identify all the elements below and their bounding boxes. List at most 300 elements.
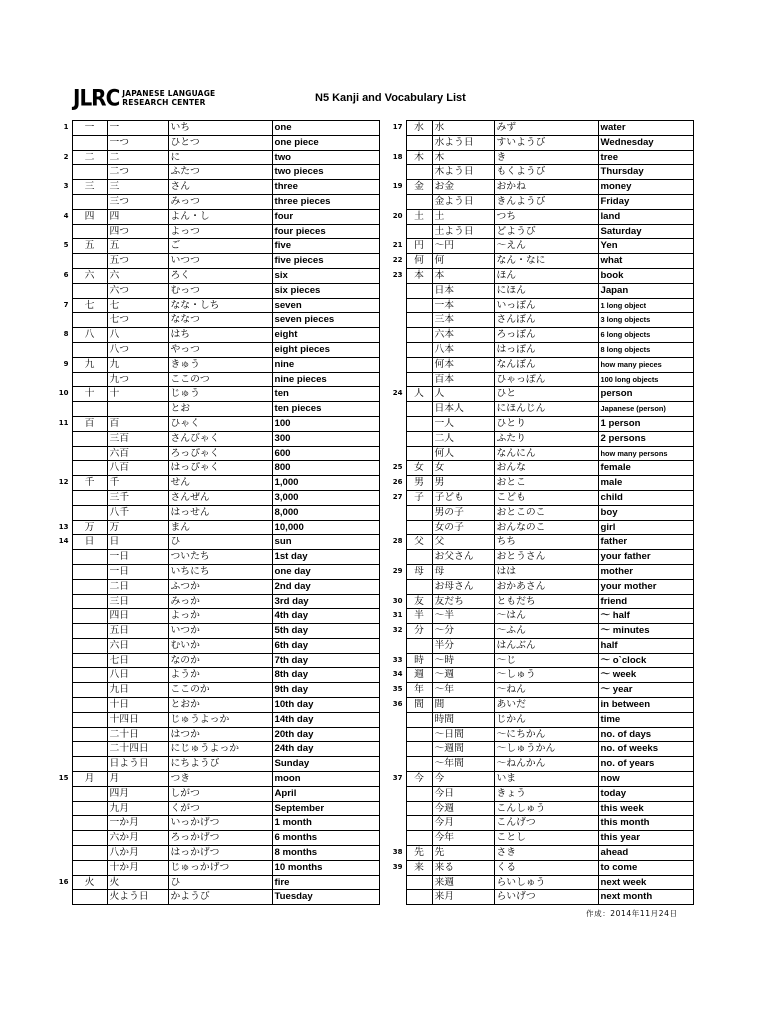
table-row [386, 624, 693, 639]
kanji-cell [72, 372, 107, 387]
meaning-cell: seven [272, 298, 379, 313]
kanji-cell: 九 [72, 357, 107, 372]
kanji-cell: 半 [406, 609, 432, 624]
meaning-cell: 20th day [272, 727, 379, 742]
meaning-cell: 4th day [272, 609, 379, 624]
meaning-cell: this month [598, 816, 693, 831]
entry-number-cell [52, 712, 72, 727]
reading-cell: はっかげつ [168, 846, 272, 861]
entry-number-cell [52, 698, 72, 713]
entry-number-cell: 9 [63, 359, 69, 368]
reading-cell: さんぼん [494, 313, 598, 328]
word-cell: 八千 [107, 505, 168, 520]
reading-cell: らいしゅう [494, 875, 598, 890]
word-cell: 十か月 [107, 860, 168, 875]
table-row [386, 520, 693, 535]
word-cell: 五 [107, 239, 168, 254]
table-row [386, 431, 693, 446]
table-row [386, 698, 693, 713]
entry-number-cell [386, 313, 406, 328]
kanji-cell [72, 461, 107, 476]
entry-number-cell [386, 757, 406, 772]
entry-number-cell [386, 742, 406, 757]
reading-cell: ほん [494, 268, 598, 283]
table-row [386, 860, 693, 875]
word-cell: 一 [107, 121, 168, 136]
meaning-cell: Thursday [598, 165, 693, 180]
table-row [386, 165, 693, 180]
reading-cell: かようび [168, 890, 272, 905]
word-cell: 十四日 [107, 712, 168, 727]
kanji-cell [72, 402, 107, 417]
word-cell: ～時 [432, 653, 494, 668]
document-title: N5 Kanji and Vocabulary List [315, 92, 466, 104]
kanji-cell [406, 372, 432, 387]
table-row [52, 875, 379, 890]
word-cell: 五日 [107, 624, 168, 639]
word-cell: 日よう日 [107, 757, 168, 772]
table-row [386, 224, 693, 239]
kanji-cell: 十 [72, 387, 107, 402]
entry-number-cell: 14 [58, 537, 69, 546]
created-date: 作成：2014年11月24日 [586, 909, 678, 918]
kanji-cell [72, 757, 107, 772]
meaning-cell: moon [272, 772, 379, 787]
table-row [52, 520, 379, 535]
reading-cell: ～えん [494, 239, 598, 254]
table-row [52, 609, 379, 624]
meaning-cell: 7th day [272, 653, 379, 668]
reading-cell: ひと [494, 387, 598, 402]
meaning-cell: 1,000 [272, 476, 379, 491]
reading-cell: はっせん [168, 505, 272, 520]
vocab-table-right [386, 120, 694, 905]
table-row [52, 490, 379, 505]
table-row [52, 313, 379, 328]
word-cell: 八本 [432, 342, 494, 357]
kanji-cell [406, 638, 432, 653]
table-row [386, 402, 693, 417]
meaning-cell: what [598, 254, 693, 269]
kanji-cell [406, 801, 432, 816]
meaning-cell: no. of years [598, 757, 693, 772]
reading-cell: ご [168, 239, 272, 254]
kanji-cell [72, 668, 107, 683]
kanji-cell: 三 [72, 180, 107, 195]
reading-cell: しがつ [168, 786, 272, 801]
word-cell: 千 [107, 476, 168, 491]
reading-cell: さんびゃく [168, 431, 272, 446]
word-cell: 二つ [107, 165, 168, 180]
meaning-cell: no. of days [598, 727, 693, 742]
word-cell: 木 [432, 150, 494, 165]
kanji-cell [406, 431, 432, 446]
table-row [52, 224, 379, 239]
table-row [52, 328, 379, 343]
table-row [52, 757, 379, 772]
kanji-cell [72, 135, 107, 150]
word-cell: 一人 [432, 416, 494, 431]
table-row [386, 121, 693, 136]
word-cell: 七日 [107, 653, 168, 668]
word-cell: 二十日 [107, 727, 168, 742]
table-row [386, 150, 693, 165]
meaning-cell: father [598, 535, 693, 550]
entry-number-cell [386, 298, 406, 313]
word-cell: 六本 [432, 328, 494, 343]
table-row [386, 342, 693, 357]
entry-number-cell [52, 668, 72, 683]
meaning-cell: 24th day [272, 742, 379, 757]
kanji-cell [72, 446, 107, 461]
entry-number-cell [52, 224, 72, 239]
kanji-cell [406, 194, 432, 209]
reading-cell: おかあさん [494, 579, 598, 594]
word-cell: 友だち [432, 594, 494, 609]
entry-number-cell [386, 579, 406, 594]
reading-cell: ろく [168, 268, 272, 283]
kanji-cell: 万 [72, 520, 107, 535]
kanji-cell [72, 653, 107, 668]
reading-cell: いち [168, 121, 272, 136]
reading-cell: とお [168, 402, 272, 417]
entry-number-cell: 22 [392, 256, 403, 265]
entry-number-cell: 3 [63, 182, 69, 191]
reading-cell: なん・なに [494, 254, 598, 269]
table-row [52, 239, 379, 254]
reading-cell: おとこのこ [494, 505, 598, 520]
reading-cell: よん・し [168, 209, 272, 224]
word-cell: 来週 [432, 875, 494, 890]
kanji-cell: 男 [406, 476, 432, 491]
word-cell: 本 [432, 268, 494, 283]
table-row [386, 668, 693, 683]
kanji-cell [72, 712, 107, 727]
reading-cell: じゅっかげつ [168, 860, 272, 875]
entry-number-cell: 13 [58, 522, 69, 531]
word-cell: 今週 [432, 801, 494, 816]
entry-number-cell [52, 624, 72, 639]
entry-number-cell [386, 416, 406, 431]
table-row [52, 194, 379, 209]
kanji-cell [72, 638, 107, 653]
table-row [386, 816, 693, 831]
table-row [386, 239, 693, 254]
kanji-cell [406, 786, 432, 801]
kanji-cell: 四 [72, 209, 107, 224]
kanji-cell [406, 298, 432, 313]
table-row [386, 194, 693, 209]
kanji-cell [72, 786, 107, 801]
reading-cell: みっつ [168, 194, 272, 209]
entry-number-cell [386, 550, 406, 565]
reading-cell: きんようび [494, 194, 598, 209]
word-cell: ～年間 [432, 757, 494, 772]
meaning-cell: 10 months [272, 860, 379, 875]
meaning-cell: one [272, 121, 379, 136]
kanji-cell [72, 579, 107, 594]
meaning-cell: water [598, 121, 693, 136]
table-row [386, 846, 693, 861]
meaning-cell: one piece [272, 135, 379, 150]
meaning-cell: April [272, 786, 379, 801]
meaning-cell: seven pieces [272, 313, 379, 328]
table-row [52, 653, 379, 668]
meaning-cell: how many persons [598, 446, 693, 461]
meaning-cell: next week [598, 875, 693, 890]
table-row [52, 831, 379, 846]
kanji-cell [406, 283, 432, 298]
kanji-cell [72, 698, 107, 713]
table-row [52, 772, 379, 787]
meaning-cell: four [272, 209, 379, 224]
entry-number-cell: 27 [392, 492, 403, 501]
entry-number-cell: 33 [392, 655, 403, 664]
kanji-cell [406, 446, 432, 461]
entry-number-cell [52, 579, 72, 594]
reading-cell: にちようび [168, 757, 272, 772]
kanji-cell [406, 890, 432, 905]
entry-number-cell: 17 [392, 123, 403, 131]
kanji-cell [72, 831, 107, 846]
meaning-cell: Friday [598, 194, 693, 209]
entry-number-cell [52, 254, 72, 269]
word-cell: 月 [107, 772, 168, 787]
table-row [52, 846, 379, 861]
entry-number-cell [386, 875, 406, 890]
meaning-cell: 8,000 [272, 505, 379, 520]
reading-cell: ようか [168, 668, 272, 683]
kanji-cell: 土 [406, 209, 432, 224]
kanji-cell: 年 [406, 683, 432, 698]
table-row [386, 357, 693, 372]
table-row [52, 698, 379, 713]
word-cell: 八か月 [107, 846, 168, 861]
table-row [386, 535, 693, 550]
kanji-cell [72, 816, 107, 831]
kanji-cell [406, 416, 432, 431]
meaning-cell: three [272, 180, 379, 195]
entry-number-cell: 8 [63, 330, 69, 339]
reading-cell: ふたつ [168, 165, 272, 180]
reading-cell: よっか [168, 609, 272, 624]
meaning-cell: child [598, 490, 693, 505]
table-row [52, 342, 379, 357]
reading-cell: どようび [494, 224, 598, 239]
reading-cell: ひとり [494, 416, 598, 431]
word-cell: 今 [432, 772, 494, 787]
kanji-cell: 木 [406, 150, 432, 165]
kanji-cell [72, 254, 107, 269]
entry-number-cell: 4 [63, 211, 69, 220]
reading-cell: いつか [168, 624, 272, 639]
meaning-cell: two [272, 150, 379, 165]
kanji-cell: 六 [72, 268, 107, 283]
meaning-cell: 1st day [272, 550, 379, 565]
reading-cell: とおか [168, 698, 272, 713]
meaning-cell: girl [598, 520, 693, 535]
meaning-cell: three pieces [272, 194, 379, 209]
kanji-cell: 二 [72, 150, 107, 165]
kanji-cell [406, 875, 432, 890]
word-cell: 八日 [107, 668, 168, 683]
table-row [386, 476, 693, 491]
table-row [52, 801, 379, 816]
reading-cell: さん [168, 180, 272, 195]
table-row [52, 446, 379, 461]
reading-cell: おとこ [494, 476, 598, 491]
kanji-cell [406, 342, 432, 357]
table-row [52, 505, 379, 520]
word-cell: 女の子 [432, 520, 494, 535]
reading-cell: にじゅうよっか [168, 742, 272, 757]
meaning-cell: 8th day [272, 668, 379, 683]
table-row [52, 372, 379, 387]
reading-cell: ここのか [168, 683, 272, 698]
entry-number-cell [386, 342, 406, 357]
reading-cell: ろっぽん [494, 328, 598, 343]
entry-number-cell: 10 [58, 389, 69, 398]
table-row [52, 816, 379, 831]
meaning-cell: boy [598, 505, 693, 520]
word-cell: 来る [432, 860, 494, 875]
word-cell: 三 [107, 180, 168, 195]
meaning-cell: two pieces [272, 165, 379, 180]
table-row [386, 268, 693, 283]
entry-number-cell: 25 [392, 463, 403, 472]
jlrc-logo [73, 86, 215, 110]
word-cell: 七 [107, 298, 168, 313]
entry-number-cell: 31 [392, 611, 403, 620]
reading-cell: いま [494, 772, 598, 787]
word-cell: 四 [107, 209, 168, 224]
kanji-cell [72, 342, 107, 357]
entry-number-cell [386, 520, 406, 535]
entry-number-cell: 37 [392, 774, 403, 783]
entry-number-cell [386, 402, 406, 417]
meaning-cell: female [598, 461, 693, 476]
kanji-cell [406, 402, 432, 417]
entry-number-cell [386, 505, 406, 520]
reading-cell: つち [494, 209, 598, 224]
table-row [52, 594, 379, 609]
reading-cell: ともだち [494, 594, 598, 609]
word-cell: 間 [432, 698, 494, 713]
meaning-cell: six [272, 268, 379, 283]
kanji-cell: 来 [406, 860, 432, 875]
kanji-cell [406, 328, 432, 343]
meaning-cell: person [598, 387, 693, 402]
table-row [52, 742, 379, 757]
reading-cell: いつつ [168, 254, 272, 269]
table-row [386, 757, 693, 772]
meaning-cell: 6th day [272, 638, 379, 653]
entry-number-cell [52, 194, 72, 209]
kanji-cell [72, 846, 107, 861]
word-cell: 七つ [107, 313, 168, 328]
entry-number-cell [52, 490, 72, 505]
reading-cell: もくようび [494, 165, 598, 180]
reading-cell: くる [494, 860, 598, 875]
reading-cell: みず [494, 121, 598, 136]
meaning-cell: this year [598, 831, 693, 846]
kanji-cell [406, 520, 432, 535]
table-row [52, 638, 379, 653]
reading-cell: みっか [168, 594, 272, 609]
kanji-cell [72, 313, 107, 328]
table-row [52, 254, 379, 269]
table-row [386, 712, 693, 727]
table-row [386, 831, 693, 846]
meaning-cell: land [598, 209, 693, 224]
kanji-cell: 七 [72, 298, 107, 313]
entry-number-cell [52, 727, 72, 742]
meaning-cell: ahead [598, 846, 693, 861]
reading-cell: ひゃっぽん [494, 372, 598, 387]
entry-number-cell: 28 [392, 537, 403, 546]
entry-number-cell [52, 135, 72, 150]
reading-cell: にほんじん [494, 402, 598, 417]
meaning-cell: next month [598, 890, 693, 905]
table-row [52, 268, 379, 283]
entry-number-cell: 2 [63, 152, 69, 161]
entry-number-cell [52, 786, 72, 801]
entry-number-cell [386, 283, 406, 298]
meaning-cell: 100 long objects [598, 372, 693, 387]
meaning-cell: 9th day [272, 683, 379, 698]
meaning-cell: ～ half [598, 609, 693, 624]
entry-number-cell [52, 860, 72, 875]
reading-cell: ろっかげつ [168, 831, 272, 846]
reading-cell: ～にちかん [494, 727, 598, 742]
table-row [52, 550, 379, 565]
table-row [386, 387, 693, 402]
entry-number-cell [52, 446, 72, 461]
kanji-cell: 千 [72, 476, 107, 491]
entry-number-cell: 38 [392, 848, 403, 857]
entry-number-cell: 18 [392, 152, 403, 161]
word-cell: 十日 [107, 698, 168, 713]
word-cell: 一日 [107, 550, 168, 565]
reading-cell: こども [494, 490, 598, 505]
word-cell: 日本人 [432, 402, 494, 417]
entry-number-cell [52, 372, 72, 387]
logo-line-1: JAPANESE LANGUAGE [122, 89, 216, 98]
meaning-cell: friend [598, 594, 693, 609]
word-cell: 母 [432, 564, 494, 579]
reading-cell: いっぽん [494, 298, 598, 313]
entry-number-cell [386, 328, 406, 343]
meaning-cell: 1 month [272, 816, 379, 831]
kanji-cell: 父 [406, 535, 432, 550]
entry-number-cell [386, 224, 406, 239]
entry-number-cell [52, 283, 72, 298]
entry-number-cell: 26 [392, 478, 403, 487]
reading-cell: むいか [168, 638, 272, 653]
word-cell: 何本 [432, 357, 494, 372]
meaning-cell: 300 [272, 431, 379, 446]
kanji-cell: 友 [406, 594, 432, 609]
entry-number-cell: 11 [58, 418, 69, 427]
word-cell: ～日間 [432, 727, 494, 742]
table-row [386, 653, 693, 668]
entry-number-cell: 35 [392, 685, 403, 694]
meaning-cell: Yen [598, 239, 693, 254]
kanji-cell: 日 [72, 535, 107, 550]
reading-cell: まん [168, 520, 272, 535]
table-row [52, 387, 379, 402]
entry-number-cell: 36 [392, 700, 403, 709]
